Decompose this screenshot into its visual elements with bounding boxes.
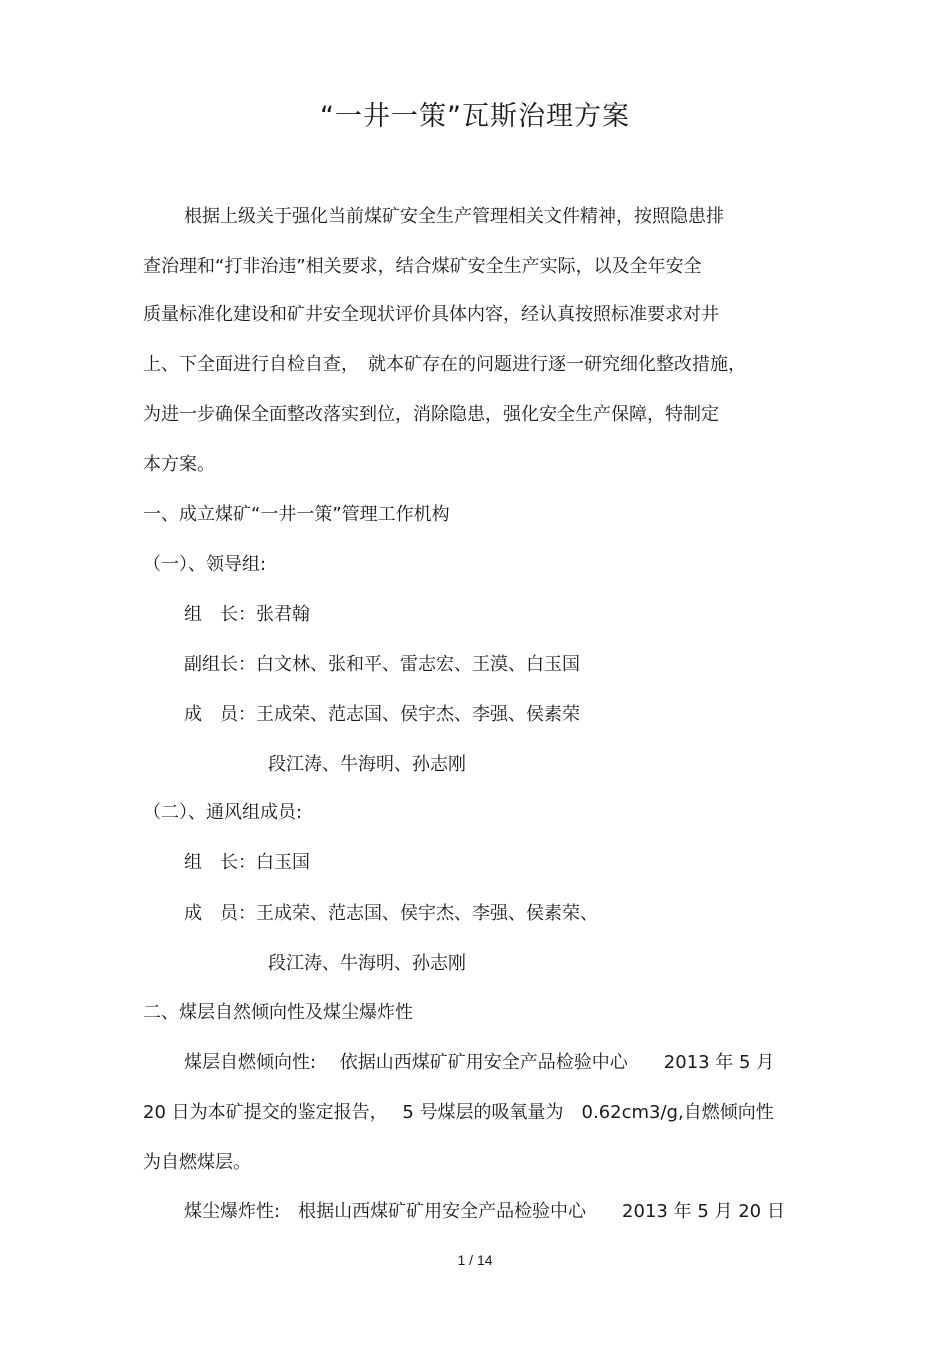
intro-line-6: 本方案。 xyxy=(143,454,215,475)
page-number: 1 / 14 xyxy=(457,1252,493,1268)
section-2-heading: 二、煤层自然倾向性及煤尘爆炸性 xyxy=(143,1002,413,1023)
group-2-leader: 组 长：白玉国 xyxy=(184,852,310,873)
section-2-para-1-line-3: 为自燃煤层。 xyxy=(143,1152,251,1173)
group-2-heading: （二）、通风组成员: xyxy=(143,802,303,823)
group-1-members-cont: 段江涛、牛海明、孙志刚 xyxy=(268,754,466,775)
intro-line-2: 查治理和“打非治违”相关要求，结合煤矿安全生产实际，以及全年安全 xyxy=(143,256,702,277)
intro-line-5: 为进一步确保全面整改落实到位，消除隐患，强化安全生产保障，特制定 xyxy=(143,404,719,425)
group-1-members: 成 员：王成荣、范志国、侯宇杰、李强、侯素荣 xyxy=(184,704,580,725)
group-1-leader: 组 长：张君翰 xyxy=(184,604,310,625)
section-2-para-1-line-1: 煤层自燃倾向性: 依据山西煤矿矿用安全产品检验中心 2013 年 5 月 xyxy=(184,1052,775,1073)
section-2-para-2-line-1: 煤尘爆炸性: 根据山西煤矿矿用安全产品检验中心 2013 年 5 月 20 日 xyxy=(184,1201,785,1222)
group-1-deputy: 副组长：白文林、张和平、雷志宏、王漠、白玉国 xyxy=(184,654,580,675)
group-2-members-cont: 段江涛、牛海明、孙志刚 xyxy=(268,953,466,974)
section-1-heading: 一、成立煤矿“一井一策”管理工作机构 xyxy=(143,504,450,525)
intro-line-1: 根据上级关于强化当前煤矿安全生产管理相关文件精神，按照隐患排 xyxy=(184,206,724,227)
intro-line-3: 质量标准化建设和矿井安全现状评价具体内容，经认真按照标准要求对井 xyxy=(143,304,719,325)
group-1-heading: （一）、领导组: xyxy=(143,554,267,575)
section-2-para-1-line-2: 20 日为本矿提交的鉴定报告， 5 号煤层的吸氧量为 0.62cm3/g,自燃倾向性 xyxy=(143,1102,774,1123)
intro-line-4: 上、下全面进行自检自查， 就本矿存在的问题进行逐一研究细化整改措施， xyxy=(143,354,746,375)
group-2-members: 成 员：王成荣、范志国、侯宇杰、李强、侯素荣、 xyxy=(184,903,598,924)
document-title: “一井一策”瓦斯治理方案 xyxy=(320,101,630,132)
